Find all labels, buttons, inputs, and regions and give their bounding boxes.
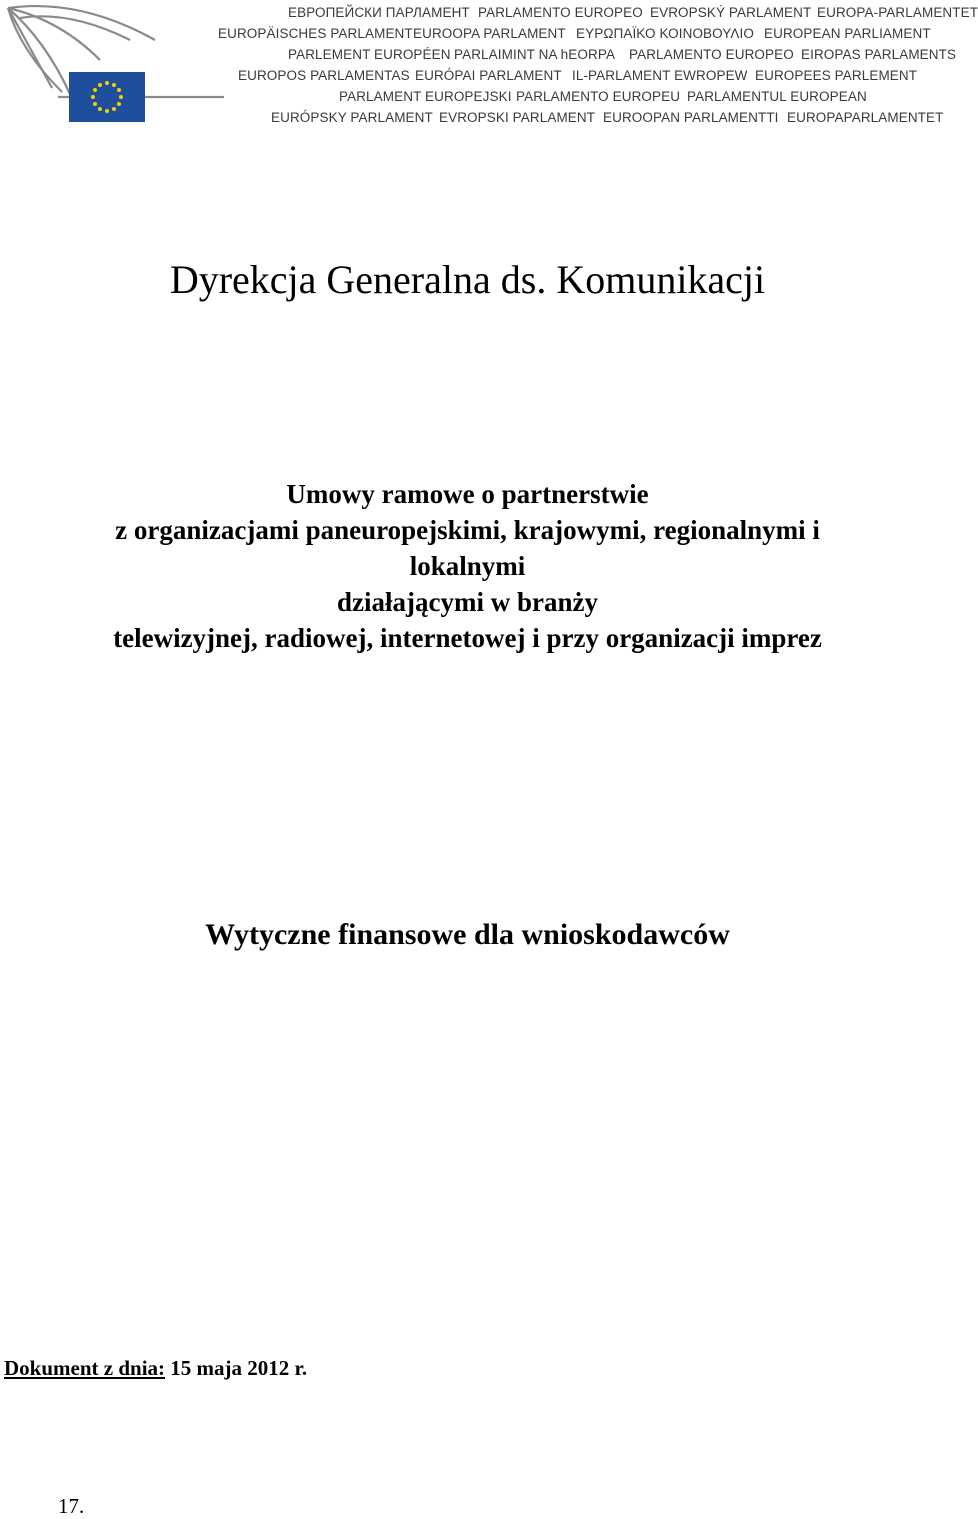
parliament-name: EUROOPA PARLAMENT <box>413 26 566 41</box>
heading-line: lokalnymi <box>409 551 526 581</box>
document-date-label: Dokument z dnia: <box>4 1356 166 1380</box>
parliament-name: EVROPSKI PARLAMENT <box>439 110 596 125</box>
names-row <box>214 65 960 86</box>
names-row <box>214 107 960 128</box>
parliament-name: EUROPEAN PARLIAMENT <box>764 26 931 41</box>
parliament-name: EUROPA-PARLAMENTET <box>817 5 978 20</box>
parliament-name: EIROPAS PARLAMENTS <box>801 47 957 62</box>
document-date-value: 15 maja 2012 r. <box>170 1356 308 1380</box>
document-heading <box>0 476 935 656</box>
guidelines-title: Wytyczne finansowe dla wnioskodawców <box>205 918 730 951</box>
parliament-name: PARLAMENTO EUROPEU <box>516 89 681 104</box>
parliament-name: EUROPAPARLAMENTET <box>787 110 944 125</box>
parliament-name: PARLAMENTUL EUROPEAN <box>687 89 867 104</box>
parliament-names-block <box>214 2 978 128</box>
document-date <box>4 1356 307 1381</box>
parliament-name: ΕΥΡΩΠΑΪΚΟ ΚΟΙΝΟΒΟΥΛΙΟ <box>576 26 754 41</box>
names-row <box>214 86 960 107</box>
parliament-name: EVROPSKÝ PARLAMENT <box>650 5 812 20</box>
parliament-name: EUROPEES PARLEMENT <box>755 68 918 83</box>
parliament-name: EUROPÄISCHES PARLAMENT <box>218 26 413 41</box>
directorate-title: Dyrekcja Generalna ds. Komunikacji <box>169 257 766 302</box>
eu-flag-icon <box>69 72 145 122</box>
heading-line: telewizyjnej, radiowej, internetowej i przy organizacji imprez <box>113 623 822 653</box>
parliament-name: PARLAIMINT NA hEORPA <box>454 47 616 62</box>
heading-line: działającymi w branży <box>337 587 598 617</box>
parliament-name: PARLAMENTO EUROPEO <box>478 5 643 20</box>
names-row <box>214 2 978 23</box>
european-parliament-logo <box>0 0 230 128</box>
names-row <box>214 23 960 44</box>
parliament-name: PARLEMENT EUROPÉEN <box>288 47 451 62</box>
parliament-name: EUROPOS PARLAMENTAS <box>238 68 410 83</box>
parliament-name: EURÓPAI PARLAMENT <box>415 68 562 83</box>
parliament-name: IL-PARLAMENT EWROPEW <box>572 68 748 83</box>
names-row <box>214 44 960 65</box>
heading-line: z organizacjami paneuropejskimi, krajowymi, regionalnymi i <box>115 515 820 545</box>
parliament-name: PARLAMENTO EUROPEO <box>629 47 794 62</box>
parliament-name: PARLAMENT EUROPEJSKI <box>339 89 512 104</box>
parliament-name: ЕВРОПЕЙСКИ ПАРЛАМЕНТ <box>288 5 470 20</box>
parliament-name: EUROOPAN PARLAMENTTI <box>603 110 779 125</box>
heading-line: Umowy ramowe o partnerstwie <box>286 479 649 509</box>
page-number: 17. <box>58 1494 85 1518</box>
parliament-name: EURÓPSKY PARLAMENT <box>271 110 433 125</box>
